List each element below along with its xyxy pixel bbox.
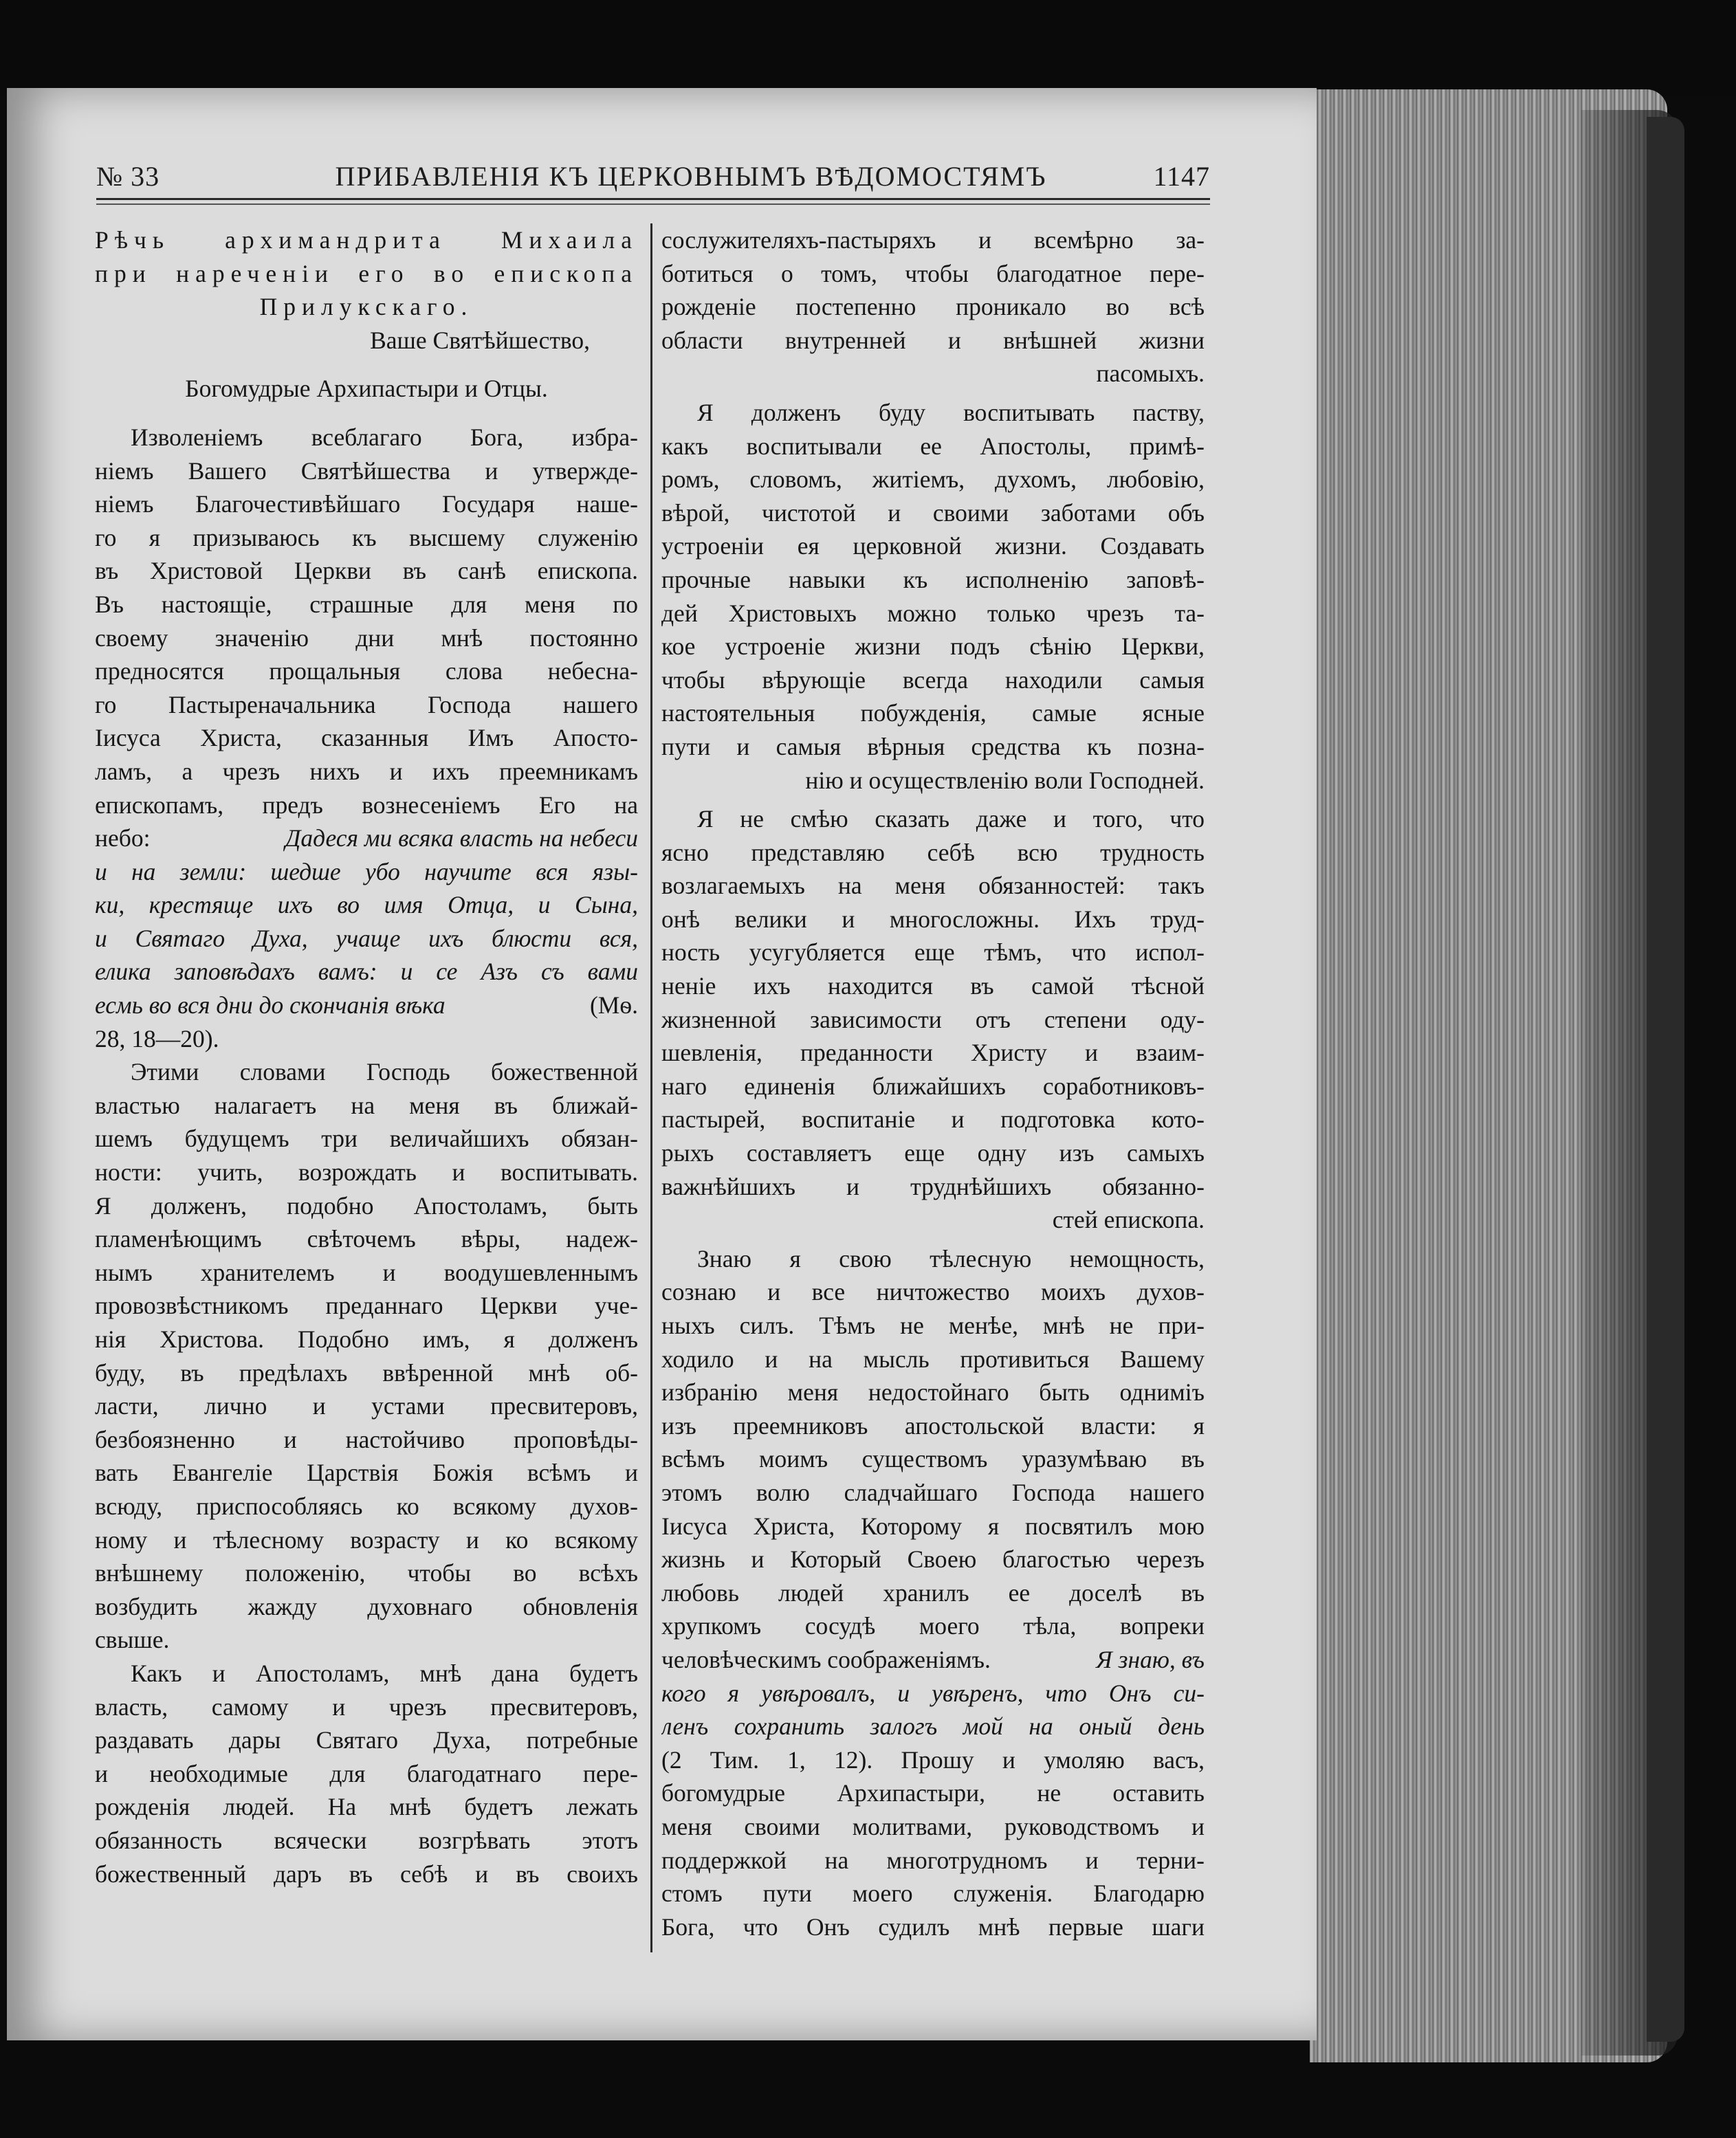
text-line: сослужителяхъ-пастыряхъ и всемѣрно за- [661, 226, 1205, 254]
text-line: своему значенію дни мнѣ постоянно [95, 624, 638, 652]
scripture-quote: Дадеся ми всяка власть на небеси [285, 824, 638, 852]
text-line: любовь людей хранилъ ее доселѣ въ [661, 1578, 1205, 1607]
text-line: ніемъ Вашего Святѣйшества и утвержде- [95, 456, 638, 485]
book-cover-edge [1647, 117, 1684, 2042]
text-fragment: человѣческимъ соображеніямъ. [661, 1645, 991, 1673]
text-line: Какъ и Апостоламъ, мнѣ дана будетъ [131, 1659, 638, 1687]
text-line: возбудить жажду духовнаго обновленія [95, 1592, 638, 1620]
text-line: всюду, приспособляясь ко всякому духов- [95, 1492, 638, 1520]
text-line: ясно представляю себѣ всю трудность [661, 838, 1205, 866]
text-line [95, 989, 638, 1022]
text-line: всѣмъ моимъ существомъ уразумѣваю въ [661, 1445, 1205, 1473]
text-line: Изволеніемъ всеблагаго Бога, избра- [131, 423, 638, 451]
text-line: (2 Тим. 1, 12). Прошу и умоляю васъ, [661, 1745, 1205, 1774]
text-line: властью налагаетъ на меня въ ближай- [95, 1091, 638, 1119]
speech-heading-line: при нареченіи его во епископа [95, 259, 638, 287]
text-line: ботиться о томъ, чтобы благодатное пере- [661, 259, 1205, 287]
text-line: какъ воспитывали ее Апостолы, примѣ- [661, 432, 1205, 460]
text-line: избранію меня недостойнаго быть одниміъ [661, 1378, 1205, 1407]
speech-heading-line: Рѣчь архимандрита Михаила [95, 226, 638, 254]
right-column [661, 223, 1205, 1943]
text-line: Я долженъ буду воспитывать паству, [697, 398, 1205, 426]
text-line: рожденіе постепенно проникало во всѣ [661, 293, 1205, 321]
text-line: пасомыхъ. [1096, 360, 1205, 388]
text-line: неніе ихъ находится въ самой тѣсной [661, 972, 1205, 1000]
text-line: стей епископа. [1052, 1206, 1205, 1234]
header-rule-thin [96, 203, 1210, 205]
text-fragment: небо: [95, 824, 151, 852]
text-line [95, 955, 638, 989]
text-line: ныхъ силъ. Тѣмъ не менѣе, мнѣ не при- [661, 1312, 1205, 1339]
text-line: поддержкой на многотрудномъ и терни- [661, 1846, 1205, 1874]
page-number: 1147 [1153, 161, 1210, 192]
column-divider [650, 223, 652, 1952]
text-line [661, 1677, 1205, 1710]
scripture-quote: ленъ сохранить залогъ мой на оный день [661, 1712, 1205, 1741]
text-line: провозвѣстникомъ преданнаго Церкви уче- [95, 1292, 638, 1320]
scripture-quote: и Святаго Духа, учаще ихъ блюсти вся, [95, 924, 638, 952]
text-line: устроеніи ея церковной жизни. Создавать [661, 532, 1205, 560]
text-line: вать Евангеліе Царствія Божія всѣмъ и [95, 1459, 638, 1487]
text-line: прочные навыки къ исполненію заповѣ- [661, 565, 1205, 593]
text-line: епископамъ, предъ вознесеніемъ Его на [95, 791, 638, 819]
text-line: божественный даръ въ себѣ и въ своихъ [95, 1860, 638, 1888]
scanner-background [0, 0, 1736, 96]
scripture-quote: есмь во вся дни до скончанія вѣка [95, 991, 446, 1020]
text-line: свыше. [95, 1626, 170, 1654]
text-line [95, 888, 638, 922]
text-line: Этими словами Господь божественной [131, 1058, 638, 1086]
text-line [661, 1710, 1205, 1743]
text-line: Бога, что Онъ судилъ мнѣ первые шаги [661, 1913, 1205, 1941]
text-line: пастырей, воспитаніе и подготовка кото- [661, 1105, 1205, 1134]
text-line: безбоязненно и настойчиво проповѣды- [95, 1425, 638, 1453]
text-line: Іисуса Христа, Которому я посвятилъ мою [661, 1512, 1205, 1540]
text-line: богомудрые Архипастыри, не оставить [661, 1779, 1205, 1807]
text-line: Я долженъ, подобно Апостоламъ, быть [95, 1191, 638, 1220]
text-line: сознаю и все ничтожество моихъ духов- [661, 1278, 1205, 1306]
text-line: настоятельныя побужденія, самые ясные [661, 699, 1205, 727]
text-line: буду, въ предѣлахъ ввѣренной мнѣ об- [95, 1358, 638, 1387]
text-line: Я не смѣю сказать даже и того, что [697, 805, 1205, 833]
text-line: раздавать дары Святаго Духа, потребные [95, 1726, 638, 1754]
text-line: ромъ, словомъ, житіемъ, духомъ, любовію, [661, 465, 1205, 494]
text-line: го я призываюсь къ высшему служенію [95, 523, 638, 551]
salutation: Богомудрые Архипастыри и Отцы. [185, 375, 548, 403]
text-line: области внутренней и внѣшней жизни [661, 326, 1205, 354]
text-line: кое устроеніе жизни подъ сѣнію Церкви, [661, 632, 1205, 661]
text-line: шевленія, преданности Христу и взаим- [661, 1039, 1205, 1067]
text-line: Въ настоящіе, страшные для меня по [95, 590, 638, 618]
salutation: Ваше Святѣйшество, [370, 326, 590, 354]
scripture-quote: елика заповѣдахъ вамъ: и се Азъ съ вами [95, 958, 638, 986]
text-line: ласти, лично и устами пресвитеровъ, [95, 1392, 638, 1420]
text-line: шемъ будущемъ три величайшихъ обязан- [95, 1125, 638, 1153]
text-line: обязанность всячески возгрѣвать этотъ [95, 1826, 638, 1854]
text-line: го Пастыреначальника Господа нашего [95, 690, 638, 718]
text-line: ніемъ Благочестивѣйшаго Государя наше- [95, 490, 638, 518]
text-line: власть, самому и чрезъ пресвитеровъ, [95, 1693, 638, 1721]
text-line: важнѣйшихъ и труднѣйшихъ обязанно- [661, 1172, 1205, 1200]
text-line: пути и самыя вѣрныя средства къ позна- [661, 732, 1205, 760]
text-line: въ Христовой Церкви въ санѣ епископа. [95, 557, 638, 585]
text-line: нымъ хранителемъ и воодушевленнымъ [95, 1258, 638, 1286]
scripture-quote: Я знаю, въ [1096, 1645, 1205, 1673]
text-line: жизненной зависимости отъ степени оду- [661, 1005, 1205, 1033]
text-line: наго единенія ближайшихъ соработниковъ- [661, 1072, 1205, 1100]
text-line: меня своими молитвами, руководствомъ и [661, 1812, 1205, 1840]
text-line: ности: учить, возрождать и воспитывать. [95, 1158, 638, 1187]
text-line [95, 855, 638, 889]
text-line: возлагаемыхъ на меня обязанностей: такъ [661, 872, 1205, 900]
text-line [661, 1643, 1205, 1677]
text-line: Іисуса Христа, сказанныя Имъ Апосто- [95, 724, 638, 752]
speech-heading-line: Прилукскаго. [259, 293, 474, 321]
text-line: ходило и на мысль противиться Вашему [661, 1345, 1205, 1373]
header-rule [96, 198, 1210, 200]
text-line: дей Христовыхъ можно только чрезъ та- [661, 599, 1205, 627]
text-line: хрупкомъ сосудѣ моего тѣла, вопреки [661, 1612, 1205, 1640]
text-line: чтобы вѣрующіе всегда находили самыя [661, 665, 1205, 694]
left-column [95, 223, 638, 1891]
text-line: рыхъ составляетъ еще одну изъ самыхъ [661, 1139, 1205, 1167]
text-line [95, 922, 638, 956]
text-line [95, 822, 638, 855]
text-line: внѣшнему положенію, чтобы во всѣхъ [95, 1559, 638, 1587]
text-line: нію и осуществленію воли Господней. [805, 766, 1205, 794]
issue-number: № 33 [96, 161, 160, 192]
text-line: изъ преемниковъ апостольской власти: я [661, 1411, 1205, 1440]
text-line: Знаю я свою тѣлесную немощность, [697, 1244, 1205, 1272]
scripture-reference: (Мѳ. [589, 991, 638, 1020]
text-line: пламенѣющимъ свѣточемъ вѣры, надеж- [95, 1225, 638, 1253]
text-line: предносятся прощальныя слова небесна- [95, 657, 638, 685]
text-line: этомъ волю сладчайшаго Господа нашего [661, 1478, 1205, 1506]
text-line: рожденія людей. На мнѣ будетъ лежать [95, 1793, 638, 1821]
text-line: вѣрой, чистотой и своими заботами объ [661, 498, 1205, 527]
scripture-quote: и на земли: шедше убо научите вся язы- [95, 857, 638, 885]
text-line: стомъ пути моего служенія. Благодарю [661, 1880, 1205, 1908]
scripture-quote: кого я увѣровалъ, и увѣренъ, что Онъ си- [661, 1679, 1205, 1707]
text-line: ность усугубляется еще тѣмъ, что испол- [661, 938, 1205, 967]
text-line: нія Христова. Подобно имъ, я долженъ [95, 1325, 638, 1353]
text-line: жизнь и Который Своею благостью черезъ [661, 1545, 1205, 1574]
text-line: и необходимые для благодатнаго пере- [95, 1759, 638, 1787]
running-header [96, 155, 1210, 203]
journal-title: ПРИБАВЛЕНІЯ КЪ ЦЕРКОВНЫМЪ ВѢДОМОСТЯМЪ [335, 161, 1047, 192]
text-line: 28, 18—20). [95, 1024, 219, 1053]
text-line: ламъ, а чрезъ нихъ и ихъ преемникамъ [95, 757, 638, 785]
text-line: онѣ велики и многосложны. Ихъ труд- [661, 905, 1205, 933]
scripture-quote: ки, крестяще ихъ во имя Отца, и Сына, [95, 891, 638, 919]
text-line: ному и тѣлесному возрасту и ко всякому [95, 1525, 638, 1554]
